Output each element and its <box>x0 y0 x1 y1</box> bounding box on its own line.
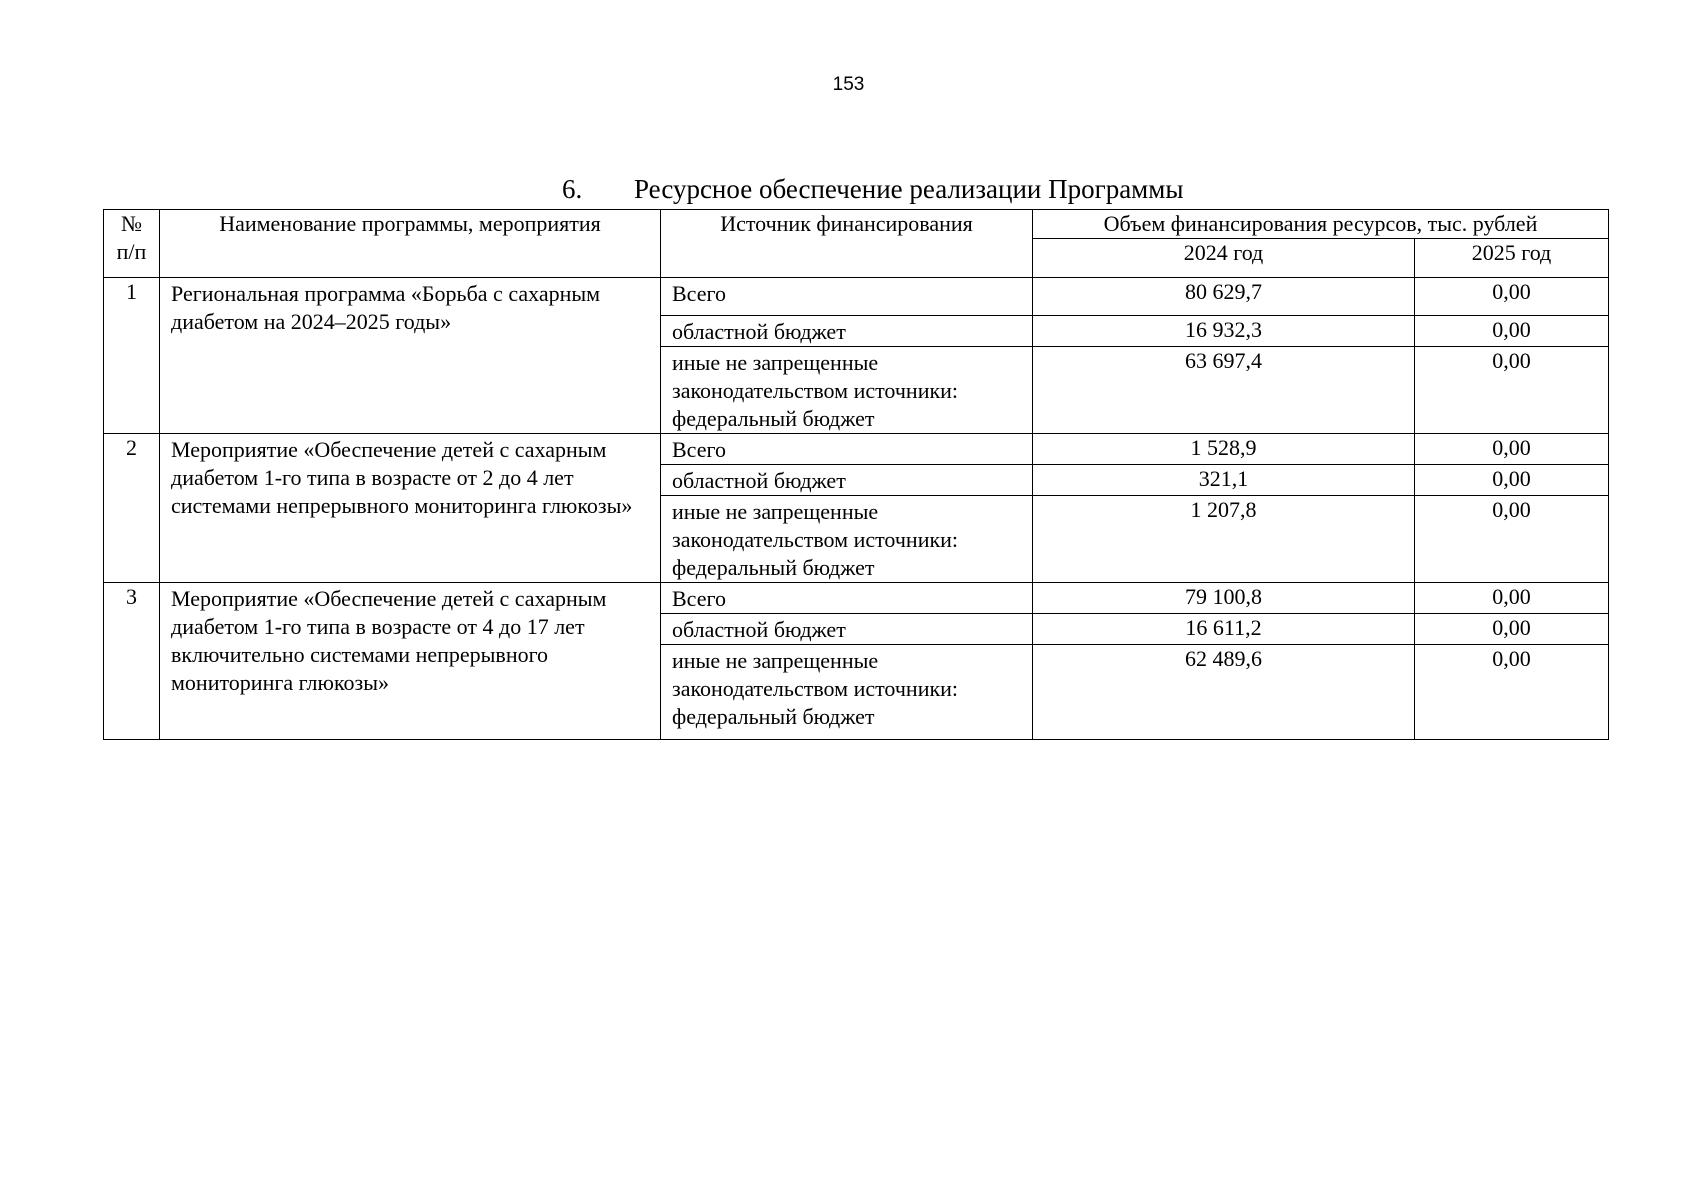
value-2024: 321,1 <box>1033 465 1415 496</box>
value-2025: 0,00 <box>1415 278 1609 316</box>
value-2024: 63 697,4 <box>1033 347 1415 434</box>
table-row <box>104 278 1609 316</box>
value-2025: 0,00 <box>1415 614 1609 645</box>
funding-source: Всего <box>661 434 1033 465</box>
header-number-abbr: п/п <box>116 239 147 264</box>
header-year-2024: 2024 год <box>1033 239 1415 278</box>
header-source: Источник финансирования <box>661 210 1033 278</box>
funding-source: Всего <box>661 583 1033 614</box>
value-2025: 0,00 <box>1415 496 1609 583</box>
section-number: 6. <box>562 174 583 204</box>
table-row <box>104 434 1609 465</box>
header-number <box>104 210 160 278</box>
funding-source: областной бюджет <box>661 614 1033 645</box>
value-2025: 0,00 <box>1415 465 1609 496</box>
row-program-name: Региональная программа «Борьба с сахарным диабетом на 2024–2025 годы» <box>160 278 661 434</box>
page-number: 153 <box>832 74 865 95</box>
header-number-symbol: № <box>121 211 142 236</box>
table-header-row <box>104 210 1609 239</box>
header-volume: Объем финансирования ресурсов, тыс. рублей <box>1033 210 1609 239</box>
header-year-2025: 2025 год <box>1415 239 1609 278</box>
funding-source: областной бюджет <box>661 316 1033 347</box>
funding-table <box>103 209 1609 740</box>
value-2025: 0,00 <box>1415 316 1609 347</box>
funding-source: иные не запрещенные законодательством источники: федеральный бюджет <box>661 496 1033 583</box>
value-2025: 0,00 <box>1415 434 1609 465</box>
row-program-name: Мероприятие «Обеспечение детей с сахарным диабетом 1-го типа в возрасте от 4 до 17 лет включительно системами непрерывного мониторинга глюкозы» <box>160 583 661 740</box>
funding-source: Всего <box>661 278 1033 316</box>
value-2024: 1 207,8 <box>1033 496 1415 583</box>
table-row <box>104 583 1609 614</box>
funding-source: иные не запрещенные законодательством источники: федеральный бюджет <box>661 645 1033 740</box>
value-2024: 16 932,3 <box>1033 316 1415 347</box>
funding-source: областной бюджет <box>661 465 1033 496</box>
value-2024: 16 611,2 <box>1033 614 1415 645</box>
row-number: 2 <box>104 434 160 583</box>
header-name: Наименование программы, мероприятия <box>160 210 661 278</box>
section-title-text: Ресурсное обеспечение реализации Программы <box>634 174 1184 204</box>
value-2024: 62 489,6 <box>1033 645 1415 740</box>
section-title <box>0 174 1697 204</box>
row-number: 1 <box>104 278 160 434</box>
value-2024: 79 100,8 <box>1033 583 1415 614</box>
row-number: 3 <box>104 583 160 740</box>
value-2025: 0,00 <box>1415 645 1609 740</box>
value-2024: 1 528,9 <box>1033 434 1415 465</box>
value-2025: 0,00 <box>1415 583 1609 614</box>
funding-source: иные не запрещенные законодательством источники: федеральный бюджет <box>661 347 1033 434</box>
value-2024: 80 629,7 <box>1033 278 1415 316</box>
value-2025: 0,00 <box>1415 347 1609 434</box>
row-program-name: Мероприятие «Обеспечение детей с сахарным диабетом 1-го типа в возрасте от 2 до 4 лет системами непрерывного мониторинга глюкозы» <box>160 434 661 583</box>
